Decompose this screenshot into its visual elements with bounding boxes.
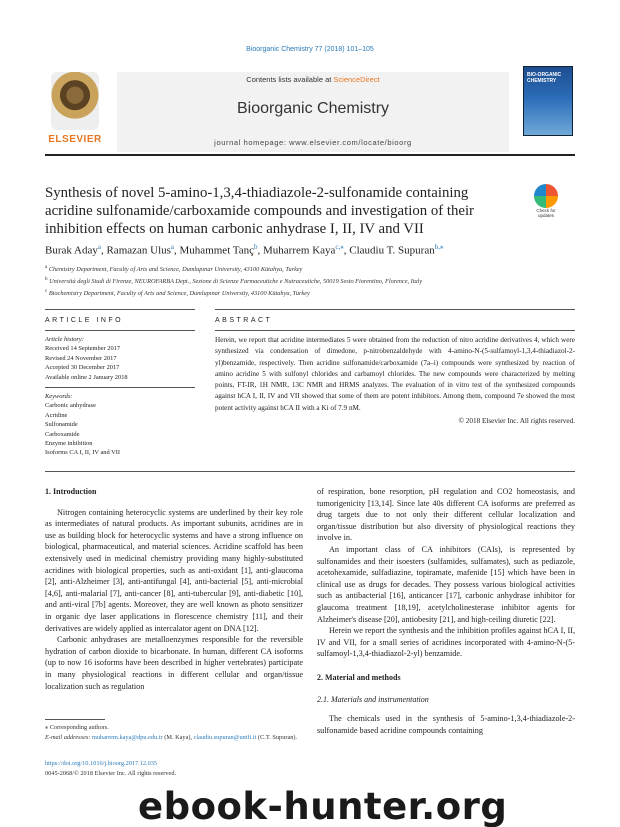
affiliation-item: $^a$ Chemistry Department, Faculty of Arts and Science, Dumlupınar University, 43100 Kütahya, Turkey (45, 265, 303, 274)
keyword-item: Isoforms CA I, II, IV and VII (45, 449, 121, 457)
section-heading: 1. Introduction (45, 487, 97, 496)
divider (45, 330, 195, 331)
keyword-item: Acridine (45, 411, 68, 419)
history-item: Received 14 September 2017 (45, 345, 121, 353)
history-item: Revised 24 November 2017 (45, 354, 117, 362)
divider (45, 471, 575, 472)
divider (45, 309, 195, 310)
article-info-heading: ARTICLE INFO (45, 317, 124, 324)
journal-title: Bioorganic Chemistry (236, 100, 390, 117)
history-item: Available online 2 January 2018 (45, 373, 128, 381)
journal-masthead (117, 72, 509, 152)
journal-homepage[interactable]: journal homepage: www.elsevier.com/locate/bioorg (214, 138, 412, 147)
journal-header (45, 58, 575, 154)
author-name[interactable]: Burak Aday (45, 244, 98, 257)
paragraph: The chemicals used in the synthesis of 5-amino-1,3,4-thiadiazole-2-sulfonamide based acridine compounds containing (317, 714, 575, 735)
author-name[interactable]: Muharrem Kaya (263, 244, 336, 257)
affiliation-item: $^c$ Biochemistry Department, Faculty of Arts and Science, Dumlupınar University, 43100 Kütahya, Turkey (45, 289, 310, 298)
elsevier-logo[interactable] (45, 72, 105, 152)
section-heading: 2. Material and methods (317, 672, 401, 682)
keyword-item: Sulfonamide (45, 421, 78, 429)
abstract-copyright: © 2018 Elsevier Inc. All rights reserved. (458, 417, 575, 425)
check-updates-label: Check for updates (536, 208, 556, 218)
body-right-column (317, 486, 575, 796)
keywords: Keywords: Carbonic anhydrase Acridine Sulfonamide Carboxamide Enzyme inhibition Isoforms CA I, II, IV and VII (45, 392, 195, 458)
keyword-item: Carboxamide (45, 430, 80, 438)
journal-cover-image[interactable] (523, 66, 573, 136)
divider (215, 330, 575, 331)
divider (45, 387, 195, 388)
footnote: ⁎ Corresponding authors. E-mail addresses: muharrem.kaya@dpu.edu.tr (M. Kaya), claudiu.supuran@unifi.it (C.T. Supuran). (45, 724, 298, 741)
author-name[interactable]: Muhammet Tanç (179, 244, 255, 257)
issn-line: 0045-2068/© 2018 Elsevier Inc. All rights reserved. (45, 769, 177, 777)
keyword-item: Enzyme inhibition (45, 440, 93, 448)
divider (215, 309, 575, 310)
paragraph: of respiration, bone resorption, pH regulation and CO2 homeostasis, and tumorigenicity [13,14]. Since late 40s different CA isoforms are preferred as drug targets due to not only their different cellular localization and organ/tissue distribution but also diversity of physiological reactions they involve in. (317, 487, 575, 543)
watermark-text: ebook-hunter.org (138, 785, 508, 827)
abstract-heading: ABSTRACT (215, 317, 273, 324)
keyword-item: Carbonic anhydrase (45, 402, 96, 410)
subsection-heading: 2.1. Materials and instrumentation (317, 694, 429, 704)
check-for-updates-badge[interactable] (528, 184, 564, 222)
crossmark-icon (534, 184, 558, 208)
paragraph: Carbonic anhydrases are metalloenzymes responsible for the reversible hydration of carbon dioxide to bicarbonate. In human, different CA isoforms (up to now 16 isoforms have been described in higher vertebrates) participate in many physiological reactions in different cellular and organ/tissue localization such as regulation (45, 635, 303, 691)
author-list: Burak Aday$^a$, Ramazan Ulus$^a$, Muhammet Tanç$^b$, Muharrem Kaya$^{c,⁎}$, Claudiu T. Supuran$^{b,⁎}$ (45, 243, 444, 257)
publisher-name: ELSEVIER (48, 134, 102, 145)
history-item: Accepted 30 December 2017 (45, 364, 120, 372)
affiliation-item: $^b$ Università degli Studi di Firenze, NEUROFARBA Dept., Sezione di Scienze Farmaceutiche e Nutraceutiche, 50019 Sesto Fiorentino, Florence, Italy (45, 277, 423, 286)
author-name[interactable]: Ramazan Ulus (106, 244, 171, 257)
paragraph: Herein we report the synthesis and the inhibition profiles against hCA I, II, IV and VII, for a small series of acridines incorporated with 4-amino-N-(5-sulfamoyl-1,3,4-thiadiazol-2-yl) benzamide. (317, 626, 575, 659)
email-link[interactable]: claudiu.supuran@unifi.it (193, 733, 257, 741)
abstract-text: Herein, we report that acridine intermediates 5 were obtained from the reduction of nitro acridine derivatives 4, which were synthesized via condensation of dimedone, p-nitrobenzaldehyde with 4-amino-N-(5-sulfamoyl-1,3,4-thiadiazol-2-yl)benzamide, respectively. Then acridine sulfonamide/carboxamide (7a–i) compounds were synthesized by reaction of amino acridine 5 with sulfonyl chlorides and carbamoyl chlorides. The new compounds were characterized by melting points, FT-IR, 1H NMR, 13C NMR and HRMS analyzes. The evaluation of in vitro test of the synthesized compounds against hCA I, II, IV and VII showed that some of them are potent inhibitors. Among them, compound 7e showed the most potent activity against hCA II with a Ki of 7.9 nM. (215, 336, 575, 412)
article-title: Synthesis of novel 5-amino-1,3,4-thiadiazole-2-sulfonamide containing acridine sulfonamide/carboxamide compounds and investigation of their inhibition effects on human carbonic anhydrase I, II, IV and VII (45, 185, 474, 237)
sciencedirect-link[interactable]: ScienceDirect (333, 75, 380, 84)
author-name[interactable]: Claudiu T. Supuran (349, 244, 435, 257)
cover-title: BIO-ORGANIC CHEMISTRY (527, 72, 562, 84)
doi-link[interactable]: https://doi.org/10.1016/j.bioorg.2017.12.035 (45, 760, 158, 767)
header-divider (45, 154, 575, 156)
body-left-column (45, 486, 303, 716)
article-history: Article history: Received 14 September 2017 Revised 24 November 2017 Accepted 30 December 2017 Available online 2 January 2018 (45, 335, 195, 382)
email-link[interactable]: muharrem.kaya@dpu.edu.tr (92, 733, 163, 741)
elsevier-tree-icon (51, 72, 99, 130)
affiliations (45, 263, 575, 299)
paragraph: An important class of CA inhibitors (CAIs), is represented by sulfonamides and their isoesters (sulfamides, sulfamates), such as pediazole, acetohexamide, sulfadiazine, topiramate, mafenide [15] which have been in clinical use as drugs for decades. They possess various biological activities such as antibacterial [16], anticancer [17], carbonic anhydrase inhibitor for glaucoma treatment [18,19], acetylcholinesterase inhibitor agents for Alzheimer's disease [20], antiobesity [21], and high-ceiling diuretic [22]. (317, 544, 575, 624)
journal-reference[interactable]: Bioorganic Chemistry 77 (2018) 101–105 (246, 46, 374, 53)
doi-block (45, 759, 303, 778)
contents-line: Contents lists available at ScienceDirect (246, 75, 380, 84)
footnote-divider (45, 719, 105, 720)
paragraph: Nitrogen containing heterocyclic systems are underlined by their key role as intermediates of natural products. As important subunits, acridines are in use as building block for heterocyclic systems and have a strong influence on biological, pharmaceutical, and material sciences. Acridine scaffold has been extensively used in medicinal chemistry providing many highly-substituted acridines with biological properties, such as anti-oxidant [1], anti-glaucoma [2], anti-Alzheimer [3], anti-antifungal [4], anti-bacterial [5], anti-microbial [4,6], anti-malarial [7], anti-cancer [8], anti-tubercular [9], anti-diabetic [10], and anti-viral [7b] agents. Moreover, they are well known as photo sensitizer in organic dye laser applications in florescence chemistry [11], and their derivatives are widely applied as intercalator agent on DNA [12]. (45, 507, 303, 633)
